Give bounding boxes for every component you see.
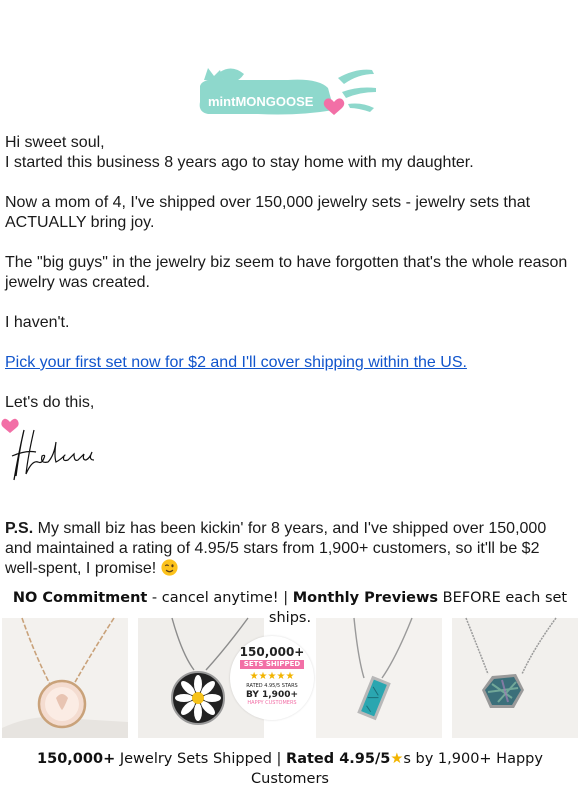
brand-logo[interactable]	[198, 62, 380, 118]
product-image-abalone-hexagon-pendant[interactable]	[452, 618, 578, 738]
mongoose-logo-icon	[198, 62, 380, 118]
badge-by: BY 1,900+	[245, 690, 299, 700]
badge-count: 150,000+	[239, 645, 305, 659]
greeting-text: Hi sweet soul,	[5, 134, 105, 151]
ps-label: P.S.	[5, 520, 34, 537]
svg-text:mintMONGOOSE: mintMONGOOSE	[208, 94, 314, 109]
product-strip	[2, 618, 578, 738]
letter-body	[5, 133, 573, 413]
cta-link[interactable]: Pick your first set now for $2 and I'll cover shipping within the US.	[5, 354, 467, 371]
monthly-previews-label: Monthly Previews	[292, 590, 439, 606]
footer-rating: Rated 4.95/5	[286, 751, 391, 767]
shipped-badge	[230, 636, 314, 720]
closing-text: Let's do this,	[5, 394, 95, 411]
winking-face-icon	[161, 559, 178, 576]
shipped-text: Now a mom of 4, I've shipped over 150,000 jewelry sets - jewelry sets that ACTUALLY bring joy.	[5, 194, 531, 231]
banner-text-2: BEFORE each set ships.	[268, 590, 568, 626]
signature	[2, 416, 112, 488]
big-guys-text: The "big guys" in the jewelry biz seem to have forgotten that's the whole reason jewelry was created.	[5, 254, 568, 291]
badge-stars: ★★★★★	[249, 671, 295, 682]
ps-paragraph	[5, 519, 573, 579]
social-proof-footer	[0, 749, 580, 789]
star-icon: ★	[390, 751, 404, 767]
havent-text: I haven't.	[5, 314, 70, 331]
badge-sub: SETS SHIPPED	[240, 660, 304, 669]
product-image-gold-round-pendant[interactable]	[2, 618, 128, 738]
footer-count: 150,000+	[37, 751, 116, 767]
signature-handwriting-icon	[2, 416, 112, 488]
banner-text-1: - cancel anytime! |	[147, 590, 293, 606]
product-image-turquoise-bar-pendant[interactable]	[316, 618, 442, 738]
intro-text: I started this business 8 years ago to stay home with my daughter.	[5, 154, 474, 171]
badge-rated: RATED 4.95/5 STARS	[246, 683, 298, 689]
ps-text: My small biz has been kickin' for 8 years, and I've shipped over 150,000 and maintained a rating of 4.95/5 stars from 1,900+ customers, so it'll be $2 well-spent, I promise!	[5, 520, 547, 577]
footer-text-1: Jewelry Sets Shipped |	[115, 751, 287, 767]
badge-happy: HAPPY CUSTOMERS	[247, 700, 297, 706]
no-commitment-label: NO Commitment	[12, 590, 148, 606]
footer-text-2: s by 1,900+ Happy Customers	[251, 751, 543, 787]
